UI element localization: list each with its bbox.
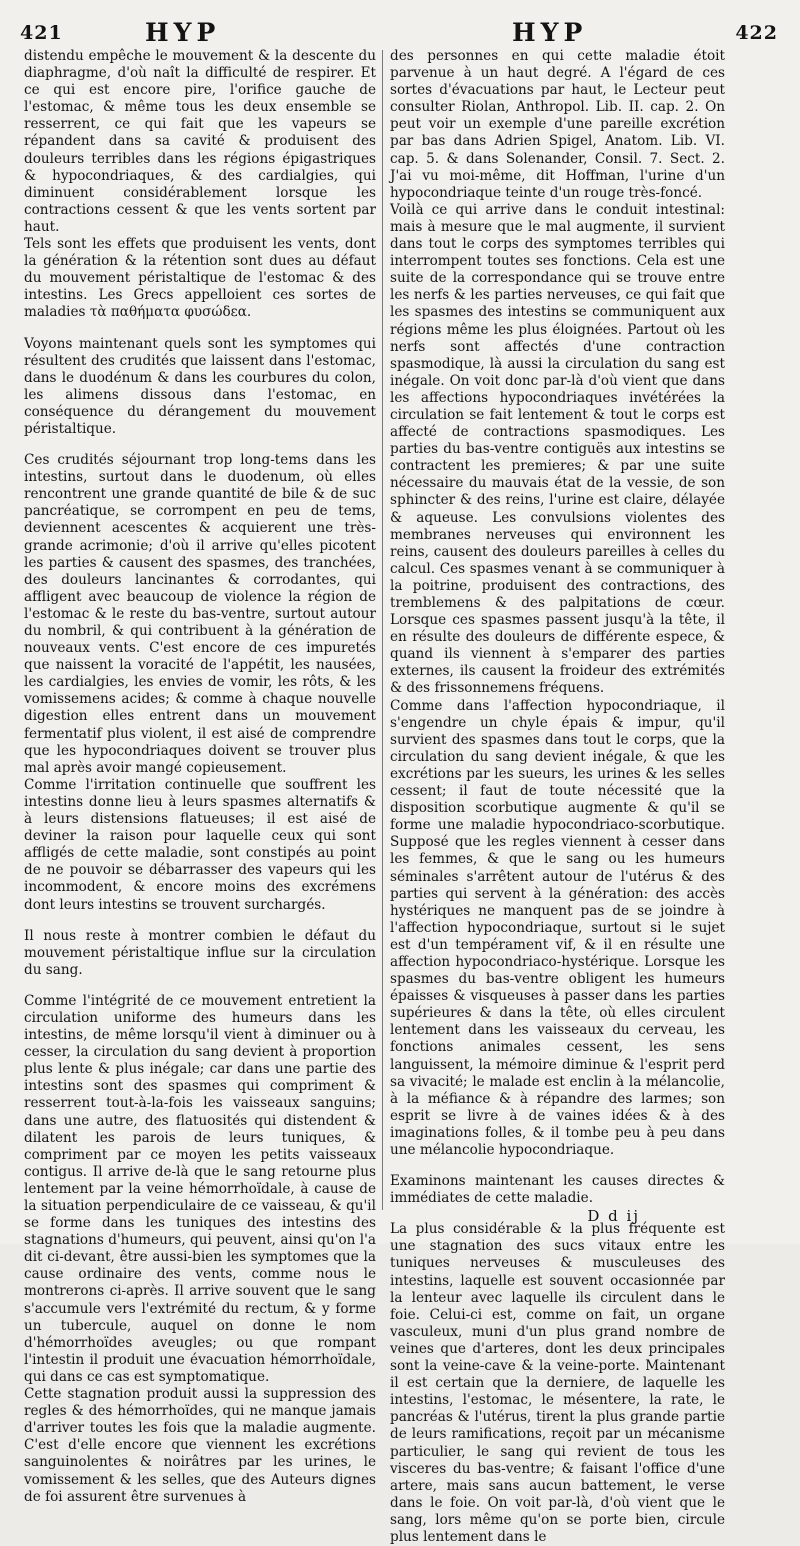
paragraph: Comme dans l'affection hypocondriaque, il s'engendre un chyle épais & impur, qu'il survient des spasmes dans tout le corps, que la circulation du sang devient inégale, & que les excrétions par les sueurs, les urines & les selles cessent; il faut de toute nécessité que la disposition scorbutique augmente & qu'il se forme une maladie hypocondriaco-scorbutique. Supposé que les regles viennent à cesser dans les femmes, & que le sang ou les humeurs séminales s'arrêtent autour de l'utérus & des parties qui servent à la génération: des accès hystériques ne manquent pas de se joindre à l'affection hypocondriaque, surtout si le sujet est d'un tempérament vif, & il en résulte une affection hypocondriaco-hystérique. Lorsque les spasmes du bas-ventre obligent les humeurs épaisses & visqueuses à passer dans les parties supérieures & dans la tête, où elles circulent lentement dans les vaisseaux du cerveau, les fonctions animales cessent, les sens languissent, la mémoire diminue & l'esprit perd sa vivacité; le malade est enclin à la mélancolie, à la méfiance & à répandre des larmes; son esprit se livre à de vaines idées & à des imaginations folles, & il tombe peu à peu dans une mélancolie hypocondriaque. <box>390 697 725 1158</box>
right-column <box>390 48 725 1546</box>
paragraph: Il nous reste à montrer combien le défaut du mouvement péristaltique influe sur la circulation du sang. <box>24 927 376 978</box>
page-number-left: 421 <box>20 22 63 44</box>
column-divider <box>382 50 383 1210</box>
paragraph: Voyons maintenant quels sont les symptomes qui résultent des crudités que laissent dans l'estomac, dans le duodénum & dans les courbures du colon, les alimens dissous dans l'estomac, en conséquence du dérangement du mouvement péristaltique. <box>24 335 376 437</box>
left-column <box>24 48 376 1506</box>
paragraph: Comme l'irritation continuelle que souffrent les intestins donne lieu à leurs spasmes alternatifs & à leurs distensions flatueuses; il est aisé de deviner la raison pour laquelle ceux qui sont affligés de cette maladie, sont constipés au point de ne pouvoir se débarrasser des vapeurs qui les incommodent, & encore moins des excrémens dont leurs intestins se trouvent surchargés. <box>24 776 376 913</box>
paragraph: Ces crudités séjournant trop long-tems dans les intestins, surtout dans le duodenum, où elles rencontrent une grande quantité de bile & de suc pancréatique, se corrompent en peu de tems, deviennent acescentes & acquierent une très-grande acrimonie; d'où il arrive qu'elles picotent les parties & causent des spasmes, des tranchées, des douleurs lancinantes & corrodantes, qui affligent avec beaucoup de violence la région de l'estomac & le reste du bas-ventre, surtout autour du nombril, & qui contribuent à la génération de nouveaux vents. C'est encore de ces impuretés que naissent la voracité de l'appétit, les nausées, les cardialgies, les envies de vomir, les rôts, & les vomissemens acides; & comme à chaque nouvelle digestion elles entrent dans un mouvement fermentatif plus violent, il est aisé de comprendre que les hypocondriaques doivent se trouver plus mal après avoir mangé copieusement. <box>24 452 376 776</box>
paragraph: La plus considérable & la plus fréquente est une stagnation des sucs vitaux entre les tuniques nerveuses & musculeuses des intestins, laquelle est souvent occasionnée par la lenteur avec laquelle ils circulent dans le foie. Celui-ci est, comme on fait, un organe vasculeux, muni d'un plus grand nombre de veines que d'arteres, dont les deux principales sont la veine-cave & la veine-porte. Maintenant il est certain que la derniere, de laquelle les intestins, l'estomac, le mésentere, la rate, le pancréas & l'utérus, tirent la plus grande partie de leurs ramifications, reçoit par un mécanisme particulier, le sang qui revient de tous les visceres du bas-ventre; & faisant l'office d'une artere, mais sans aucun battement, le verse dans le foie. On voit par-là, d'où vient que le sang, lors même qu'on se porte bien, circule plus lentement dans le <box>390 1221 725 1545</box>
running-head-right: HYP <box>512 18 588 47</box>
paragraph: Comme l'intégrité de ce mouvement entretient la circulation uniforme des humeurs dans les intestins, de même lorsqu'il vient à diminuer ou à cesser, la circulation du sang devient à proportion plus lente & plus inégale; car dans une partie des intestins sont des spasmes qui compriment & resserrent tout-à-la-fois les vaisseaux sanguins; dans une autre, des flatuosités qui distendent & dilatent les parois de leurs tuniques, & compriment par ce moyen les petits vaisseaux contigus. Il arrive de-là que le sang retourne plus lentement par la veine hémorrhoïdale, à cause de la situation perpendiculaire de ce vaisseau, & qu'il se forme dans les tuniques des intestins des stagnations d'humeurs, qui peuvent, ainsi qu'on l'a dit ci-devant, être aussi-bien les symptomes que la cause ordinaire des vents, comme nous le montrerons ci-après. Il arrive souvent que le sang s'accumule vers l'extrémité du rectum, & y forme un tubercule, auquel on donne le nom d'hémorrhoïdes aveugles; ou que rompant l'intestin il produit une évacuation hémorrhoïdale, qui dans ce cas est symptomatique. <box>24 992 376 1385</box>
page-number-right: 422 <box>735 22 778 44</box>
running-head-left: HYP <box>145 18 221 47</box>
paragraph: Cette stagnation produit aussi la suppression des regles & des hémorrhoïdes, qui ne manque jamais d'arriver toutes les fois que la maladie augmente. C'est d'elle encore que viennent les excrétions sanguinolentes & noirâtres par les urines, le vomissement & les selles, que des Auteurs dignes de foi assurent être survenues à <box>24 1386 376 1505</box>
paragraph: des personnes en qui cette maladie étoit parvenue à un haut degré. A l'égard de ces sortes d'évacuations par haut, le Lecteur peut consulter Riolan, Anthropol. Lib. II. cap. 2. On peut voir un exemple d'une pareille excrétion par bas dans Adrien Spigel, Anatom. Lib. VI. cap. 5. & dans Solenander, Consil. 7. Sect. 2. J'ai vu moi-même, dit Hoffman, l'urine d'un hypocondriaque teinte d'un rouge très-foncé. <box>390 48 725 201</box>
paragraph: distendu empêche le mouvement & la descente du diaphragme, d'où naît la difficulté de respirer. Et ce qui est encore pire, l'orifice gauche de l'estomac, & même tous les deux ensemble se resserrent, ce qui fait que les vapeurs se répandent dans sa cavité & produisent des douleurs terribles dans les régions épigastriques & hypocondriaques, & des cardialgies, qui diminuent considérablement lorsque les contractions cessent & que les vents sortent par haut. <box>24 48 376 235</box>
paragraph: Tels sont les effets que produisent les vents, dont la génération & la rétention sont dues au défaut du mouvement péristaltique de l'estomac & des intestins. Les Grecs appelloient ces sortes de maladies τὰ παθήματα φυσώδεα. <box>24 236 376 321</box>
signature-mark: D d ij <box>587 1207 640 1225</box>
paragraph: Examinons maintenant les causes directes & immédiates de cette maladie. <box>390 1173 725 1207</box>
paragraph: Voilà ce qui arrive dans le conduit intestinal: mais à mesure que le mal augmente, il survient dans tout le corps des symptomes terribles qui interrompent toutes ses fonctions. Cela est une suite de la correspondance qui se trouve entre les nerfs & les parties nerveuses, ce qui fait que les spasmes des intestins se communiquent aux régions même les plus éloignées. Partout où les nerfs sont affectés d'une contraction spasmodique, là aussi la circulation du sang est inégale. On voit donc par-là d'où vient que dans les affections hypocondriaques invétérées la circulation se fait lentement & tout le corps est affecté de contractions spasmodiques. Les parties du bas-ventre contiguës aux intestins se contractent les premieres; & par une suite nécessaire du mauvais état de la vessie, de son sphincter & des reins, l'urine est claire, délayée & aqueuse. Les convulsions violentes des membranes nerveuses qui environnent les reins, causent des douleurs pareilles à celles du calcul. Ces spasmes venant à se communiquer à la poitrine, produisent des contractions, des tremblemens & des palpitations de cœur. Lorsque ces spasmes passent jusqu'à la tête, il en résulte des douleurs de différente espece, & quand ils viennent à s'emparer des parties externes, ils causent la froideur des extrémités & des frissonnemens fréquens. <box>390 201 725 697</box>
